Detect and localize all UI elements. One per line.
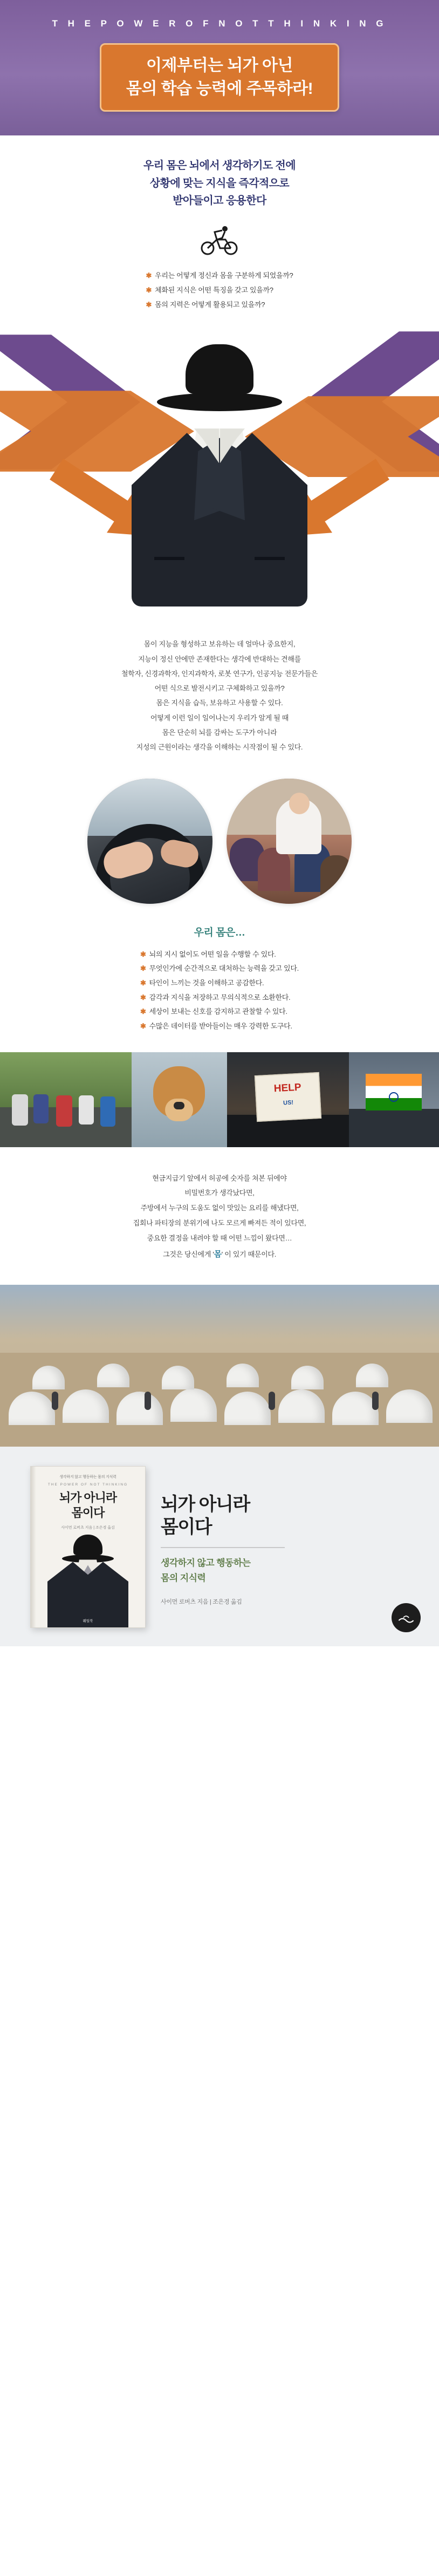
- list-item: [140, 1005, 299, 1019]
- cover-title-line-2: 몸이다: [71, 1505, 105, 1519]
- question-text: 우리는 어떻게 정신과 몸을 구분하게 되었을까?: [155, 271, 293, 280]
- top-banner: [0, 0, 439, 135]
- list-item-text: 세상이 보내는 신호를 감지하고 관찰할 수 있다.: [149, 1007, 287, 1016]
- list-item-text: 타인이 느끼는 것을 이해하고 공감한다.: [149, 978, 264, 987]
- list-item-text: 수많은 데이터를 받아들이는 매우 강력한 도구다.: [149, 1021, 292, 1030]
- footer-subtitle-line-2: 몸의 지식력: [161, 1572, 206, 1583]
- body-capability-list: [0, 920, 439, 1052]
- tent-row: [0, 1360, 439, 1425]
- bullet-star-icon: ✱: [146, 300, 152, 309]
- cyclist-icon: [201, 223, 238, 256]
- protest-sign-line-1: HELP: [273, 1081, 301, 1094]
- cover-eyebrow: THE POWER OF NOT THINKING: [47, 1483, 128, 1487]
- footer-title-line-1: 뇌가 아니라: [161, 1494, 250, 1515]
- lead-line-1: 우리 몸은 뇌에서 생각하기도 전에: [143, 160, 296, 172]
- list-item: [140, 1019, 299, 1034]
- footer-title-line-2: 몸이다: [161, 1517, 212, 1538]
- closing-text-line: 현금지급기 앞에서 허공에 숫자를 쳐본 뒤에야: [152, 1174, 287, 1182]
- body-list-items: [140, 948, 299, 1034]
- body-list-heading: 우리 몸은…: [194, 926, 245, 938]
- closing-text-line: 주방에서 누구의 도움도 없이 맛있는 요리를 해냈다면,: [140, 1204, 299, 1212]
- lead-section: [0, 135, 439, 315]
- cover-publisher: 웨일북: [83, 1619, 93, 1624]
- list-item: [140, 991, 299, 1005]
- publisher-logo-icon: [392, 1603, 421, 1632]
- lead-line-2: 상황에 맞는 지식을 즉각적으로: [149, 177, 290, 189]
- banner-title-box: [100, 43, 339, 112]
- driving-hands-on-wheel-photo: [87, 779, 212, 904]
- body-text-line: 지능이 정신 안에만 존재한다는 생각에 반대하는 견해를: [138, 655, 301, 663]
- question-item: [146, 283, 293, 298]
- cover-subtitle: 사이먼 로버츠 지음 | 조은경 옮김: [61, 1526, 115, 1530]
- bullet-star-icon: ✱: [140, 978, 146, 987]
- body-text-block: [0, 610, 439, 771]
- banner-title-line-1: 이제부터는 뇌가 아닌: [146, 57, 293, 74]
- body-text-line: 어떻게 이런 일이 일어나는지 우리가 알게 될 때: [150, 713, 289, 722]
- list-item-text: 감각과 지식을 저장하고 무의식적으로 소환한다.: [149, 993, 291, 1001]
- footer-book-section: [0, 1447, 439, 1646]
- body-text-line: 몸은 단순히 뇌를 감싸는 도구가 아니라: [162, 728, 277, 737]
- protest-sign: [254, 1072, 321, 1121]
- body-text-line: 몸이 지능을 형성하고 보유하는 데 얼마나 중요한지,: [143, 640, 296, 649]
- list-item: [140, 962, 299, 976]
- banner-eyebrow: T H E P O W E R O F N O T T H I N K I N G: [52, 18, 387, 29]
- cyclists-race-photo: [0, 1052, 132, 1147]
- body-text-line: 어떤 식으로 발전시키고 구체화하고 있을까?: [154, 684, 285, 693]
- circle-photo-pair: [0, 771, 439, 920]
- bullet-star-icon: ✱: [146, 271, 152, 280]
- closing-prefix: 그것은 당신에게 ': [162, 1250, 214, 1259]
- list-item-text: 뇌의 지시 없이도 어떤 일을 수행할 수 있다.: [149, 950, 276, 958]
- list-item-text: 무엇인가에 순간적으로 대처하는 능력을 갖고 있다.: [149, 964, 299, 973]
- closing-text-block: [0, 1147, 439, 1285]
- body-text-line: 지성의 근원이라는 생각을 이해하는 시작점이 될 수 있다.: [136, 743, 303, 752]
- closing-text-line: 중요한 결정을 내려야 할 때 어떤 느낌이 왔다면…: [147, 1234, 292, 1243]
- question-text: 체화된 지식은 어떤 특징을 갖고 있을까?: [155, 286, 273, 294]
- question-list: [146, 269, 293, 312]
- bullet-star-icon: ✱: [146, 286, 152, 294]
- body-text-line: 몸은 지식을 습득, 보유하고 사용할 수 있다.: [156, 699, 283, 707]
- bullet-star-icon: ✱: [140, 1007, 146, 1016]
- refugee-tent-camp-photo: [0, 1285, 439, 1447]
- closing-suffix: ' 이 있기 때문이다.: [221, 1250, 277, 1259]
- protest-sign-line-2: US!: [283, 1099, 293, 1106]
- suit-torso-icon: [131, 428, 308, 606]
- pope-greeting-crowd-photo: [227, 779, 352, 904]
- bullet-star-icon: ✱: [140, 964, 146, 973]
- footer-subtitle-line-1: 생각하지 않고 행동하는: [161, 1558, 251, 1569]
- body-text-line: 철학자, 신경과학자, 인지과학자, 로봇 연구가, 인공지능 전문가들은: [121, 669, 318, 678]
- bullet-star-icon: ✱: [140, 1021, 146, 1030]
- closing-highlight: 몸: [214, 1250, 222, 1259]
- list-item: [140, 976, 299, 991]
- cover-suit-torso-icon: [47, 1559, 128, 1627]
- book-cover: [30, 1466, 146, 1628]
- bullet-star-icon: ✱: [140, 993, 146, 1001]
- hero-graphic: [0, 315, 439, 610]
- divider: [161, 1547, 285, 1548]
- footer-subtitle: [161, 1556, 439, 1585]
- closing-text-line: 비밀번호가 생각났다면,: [184, 1189, 255, 1197]
- lead-line-3: 받아들이고 응용한다: [173, 194, 266, 207]
- footer-title: [161, 1493, 439, 1538]
- closing-text-final: [0, 1246, 439, 1263]
- cover-title: [31, 1490, 145, 1520]
- india-flag-crowd-photo: [349, 1052, 439, 1147]
- question-item: [146, 298, 293, 312]
- banner-title-line-2: 몸의 학습 능력에 주목하라!: [126, 79, 313, 98]
- footer-text: [161, 1489, 439, 1606]
- protest-help-us-sign-photo: [227, 1052, 349, 1147]
- photo-strip: [0, 1052, 439, 1147]
- cover-top-note: 생각하지 않고 행동하는 몸의 지식력: [59, 1475, 116, 1480]
- question-item: [146, 269, 293, 283]
- footer-byline: 사이먼 로버츠 지음 | 조은경 옮김: [161, 1598, 242, 1605]
- bullet-star-icon: ✱: [140, 950, 146, 958]
- closing-text-line: 집회나 파티장의 분위기에 나도 모르게 빠져든 적이 있다면,: [133, 1219, 306, 1228]
- list-item: [140, 948, 299, 962]
- cover-title-line-1: 뇌가 아니라: [59, 1491, 117, 1505]
- question-text: 몸의 지력은 어떻게 활용되고 있을까?: [155, 300, 265, 309]
- bowler-hat-icon: [157, 344, 282, 414]
- dog-portrait-photo: [132, 1052, 227, 1147]
